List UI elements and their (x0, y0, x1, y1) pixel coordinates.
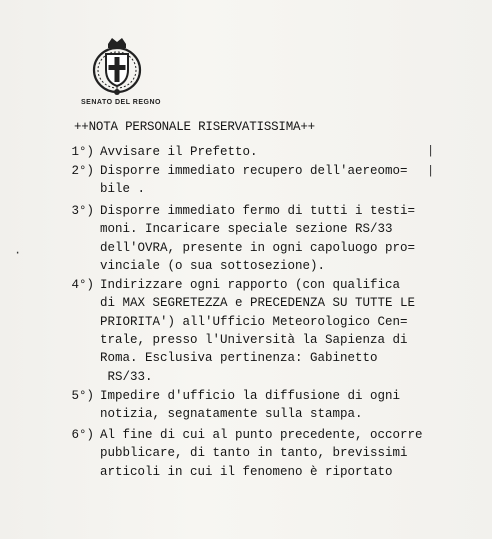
institution-label: SENATO DEL REGNO (81, 99, 161, 106)
item-line: di MAX SEGRETEZZA e PRECEDENZA SU TUTTE LE (100, 296, 416, 311)
margin-mark: | (427, 144, 435, 158)
item-line: Avvisare il Prefetto. (100, 145, 258, 159)
item-line: vinciale (o sua sottosezione). (100, 258, 326, 273)
item-number: 6°) (71, 428, 94, 442)
margin-mark: | (427, 164, 435, 178)
item-line: Impedire d'ufficio la diffusione di ogni (100, 389, 401, 403)
item-number: 5°) (71, 389, 94, 403)
item-line: Indirizzare ogni rapporto (con qualifica (100, 278, 401, 292)
item-number: 3°) (71, 204, 94, 218)
item-line: Roma. Esclusiva pertinenza: Gabinetto (100, 351, 378, 366)
item-line: trale, presso l'Università la Sapienza di (100, 332, 408, 347)
item-line: Al fine di cui al punto precedente, occorre (100, 428, 423, 442)
item-line: moni. Incaricare speciale sezione RS/33 (100, 222, 393, 237)
item-line: articoli in cui il fenomeno è riportato (100, 464, 393, 479)
item-line: notizia, segnatamente sulla stampa. (100, 407, 363, 422)
item-line: RS/33. (100, 369, 153, 384)
royal-crest-icon (86, 36, 148, 98)
item-line: Disporre immediato recupero dell'aereomo= (100, 164, 408, 178)
item-line: Disporre immediato fermo di tutti i testi= (100, 204, 416, 218)
item-number: 4°) (71, 278, 94, 292)
item-number: 1°) (71, 145, 94, 159)
margin-mark: · (14, 246, 22, 260)
item-number: 2°) (71, 164, 94, 178)
item-line: PRIORITA') all'Ufficio Meteorologico Cen= (100, 314, 408, 329)
item-line: pubblicare, di tanto in tanto, brevissimi (100, 446, 408, 461)
item-line: dell'OVRA, presente in ogni capoluogo pro= (100, 240, 416, 255)
document-title: ++NOTA PERSONALE RISERVATISSIMA++ (74, 120, 315, 134)
item-line: bile . (100, 182, 146, 197)
